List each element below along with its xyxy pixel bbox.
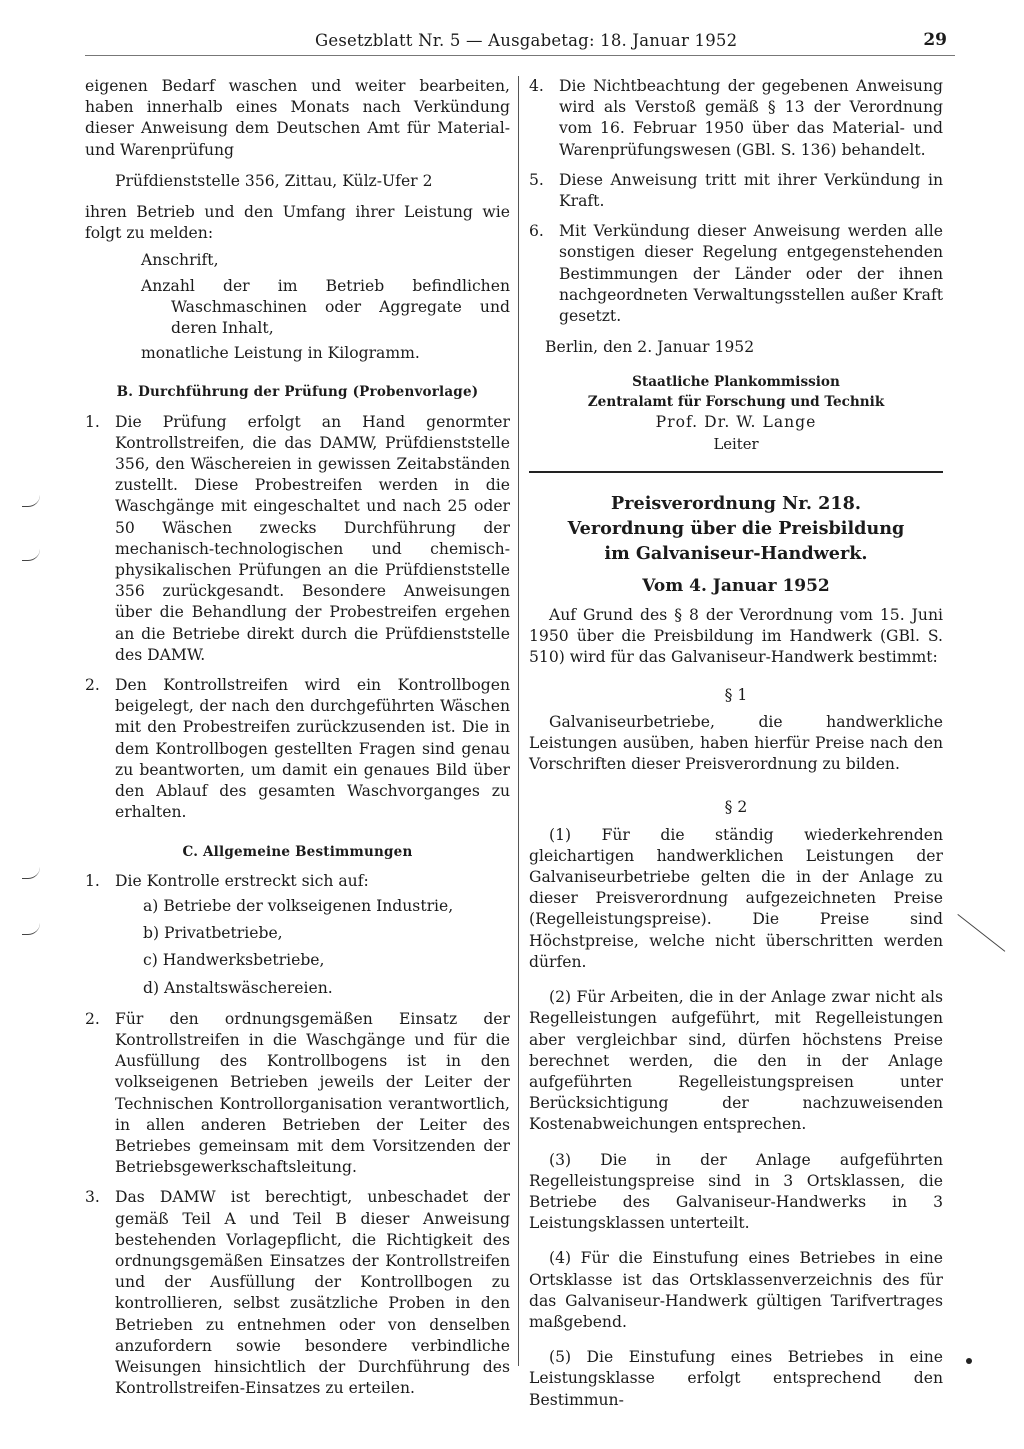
item-text: Die Kontrolle erstreckt sich auf: xyxy=(115,871,369,890)
list-item xyxy=(85,1009,510,1179)
list-item xyxy=(529,170,943,212)
margin-check-mark xyxy=(22,494,40,507)
ordinance-date: Vom 4. Januar 1952 xyxy=(642,575,830,596)
report-item: Anschrift, xyxy=(141,251,219,270)
section-2-paragraph: (5) Die Einstufung eines Betriebes in eine Leistungsklasse erfolgt entsprechend den Bestimmun- xyxy=(529,1348,943,1409)
margin-check-mark xyxy=(22,548,40,561)
list-item xyxy=(85,1187,510,1399)
margin-ink-dot xyxy=(966,1358,972,1364)
ordinance-title: Preisverordnung Nr. 218. xyxy=(611,492,861,514)
preamble: Auf Grund des § 8 der Verordnung vom 15. Juni 1950 über die Preisbildung im Handwerk (GBl. S. 510) wird für das Galvaniseur-Handwerk bestimmt: xyxy=(529,606,943,667)
sub-item: d) Anstaltswäschereien. xyxy=(143,978,333,997)
section-divider xyxy=(529,471,943,473)
item-number: 1. xyxy=(85,412,100,431)
margin-pen-stroke xyxy=(957,914,1005,952)
page-header xyxy=(85,22,955,62)
item-number: 2. xyxy=(85,676,100,695)
signature-org: Zentralamt für Forschung und Technik xyxy=(587,394,885,411)
place-date: Berlin, den 2. Januar 1952 xyxy=(545,338,755,357)
report-list xyxy=(141,250,510,364)
margin-check-mark xyxy=(22,922,40,935)
item-number: 6. xyxy=(529,222,544,241)
section-2-paragraph: (1) Für die ständig wiederkehrenden gleichartigen handwerklichen Leistungen der Galvaniseurbetriebe gelten die in der Anlage zu dieser Preisverordnung aufgezeichneten Preise (Regelleistungspreise). Die Preise sind Höchstpreise, welche nicht überschritten werden dürfen. xyxy=(529,825,943,971)
sub-item: b) Privatbetriebe, xyxy=(143,924,283,943)
report-intro: ihren Betrieb und den Umfang ihrer Leistung wie folgt zu melden: xyxy=(85,203,510,243)
item-number: 1. xyxy=(85,871,100,890)
item-number: 2. xyxy=(85,1009,100,1028)
list-item xyxy=(85,871,510,892)
item-text: Das DAMW ist berechtigt, unbeschadet der gemäß Teil A und Teil B dieser Anweisung bestehenden Vorlagepflicht, die Richtigkeit des ordnungsgemäßen Einsatzes der Kontrollstreifen und der Ausfüllung der Kontrollbogen zu kontrollieren, selbst zusätzliche Proben in den Betrieben zu entnehmen oder von denselben anzufordern sowie besondere verbindliche Weisungen hinsichtlich der Durchführung des Kontrollstreifen-Einsatzes zu erteilen. xyxy=(115,1188,510,1398)
address-line: Prüfdienststelle 356, Zittau, Külz-Ufer 2 xyxy=(115,171,433,190)
section-2-paragraph: (3) Die in der Anlage aufgeführten Regelleistungspreise sind in 3 Ortsklassen, die Betriebe des Galvaniseur-Handwerks in 3 Leistungsklassen unterteilt. xyxy=(529,1150,943,1233)
signature-name: Prof. Dr. W. Lange xyxy=(655,413,817,432)
item-text: Die Nichtbeachtung der gegebenen Anweisung wird als Verstoß gemäß § 13 der Verordnung vom 16. Februar 1950 über das Material- und Warenprüfungswesen (GBl. S. 136) behandelt. xyxy=(559,77,943,159)
item-text: Den Kontrollstreifen wird ein Kontrollbogen beigelegt, der nach den durchgeführten Wäschen mit den Probestreifen zurückzusenden ist. Die in dem Kontrollbogen gestellten Fragen sind genau zu beantworten, um damit ein genaues Bild über den Ablauf des gesamten Waschvorganges zu erhalten. xyxy=(115,676,510,822)
item-number: 4. xyxy=(529,77,544,95)
section-b-heading: B. Durchführung der Prüfung (Probenvorlage) xyxy=(116,384,479,401)
item-text: Mit Verkündung dieser Anweisung werden alle sonstigen dieser Regelung entgegenstehenden Bestimmungen der Länder oder der ihnen nachgeordneten Verwaltungsstellen außer Kraft gesetzt. xyxy=(559,222,943,326)
paragraph-sign: § 1 xyxy=(724,685,748,704)
header-rule xyxy=(85,55,955,56)
report-item: monatliche Leistung in Kilogramm. xyxy=(141,344,420,363)
section-1-text: Galvaniseurbetriebe, die handwerkliche Leistungen ausüben, haben hierfür Preise nach den Vorschriften dieser Preisverordnung zu bilden. xyxy=(529,712,943,774)
signature-role: Leiter xyxy=(713,435,759,453)
item-text: Die Prüfung erfolgt an Hand genormter Kontrollstreifen, die das DAMW, Prüfdienststelle 356, den Wäschereien in gewissen Zeitabständen zustellt. Diese Probestreifen werden in die Waschgänge mit eingeschaltet und nach 25 oder 50 Wäschen zwecks Durchführung der mechanisch-technologischen und chemisch-physikalischen Prüfungen an die Prüfdienststelle 356 zurückgesandt. Besondere Anweisungen über die Behandlung der Probestreifen ergehen an die Betriebe direkt durch die Prüfdienststelle des DAMW. xyxy=(115,412,510,664)
intro-paragraph: eigenen Bedarf waschen und weiter bearbeiten, haben innerhalb eines Monats nach Verkündung dieser Anweisung dem Deutschen Amt für Material- und Warenprüfung xyxy=(85,77,510,159)
sub-item: c) Handwerksbetriebe, xyxy=(143,951,325,970)
paragraph-sign: § 2 xyxy=(724,798,748,817)
item-text: Für den ordnungsgemäßen Einsatz der Kontrollstreifen in die Waschgänge und für die Ausfüllung des Kontrollbogens ist in den volkseigenen Betrieben jeweils der Leiter der Technischen Kontrollorganisation verantwortlich, in allen anderen Betrieben der Leiter des Betriebes gemeinsam mit dem Vorsitzenden der Betriebsgewerkschaftsleitung. xyxy=(115,1009,510,1177)
section-2-paragraph: (2) Für Arbeiten, die in der Anlage zwar nicht als Regelleistungen aufgeführt, mit Regelleistungen aber vergleichbar sind, dürfen höchstens Preise berechnet werden, die den in der Anlage aufgeführten Regelleistungspreisen unter Berücksichtigung der nachzuweisenden Kostenabweichungen entsprechen. xyxy=(529,988,943,1134)
item-number: 5. xyxy=(529,170,544,189)
item-text: Diese Anweisung tritt mit ihrer Verkündung in Kraft. xyxy=(559,170,943,211)
item-number: 3. xyxy=(85,1188,100,1207)
section-2-paragraph: (4) Für die Einstufung eines Betriebes in eine Ortsklasse ist das Ortsklassenverzeichnis des für das Galvaniseur-Handwerk gültigen Tarifvertrages maßgebend. xyxy=(529,1249,943,1331)
ordinance-title: Verordnung über die Preisbildung xyxy=(567,517,905,539)
report-item: Anzahl der im Betrieb befindlichen Waschmaschinen oder Aggregate und deren Inhalt, xyxy=(141,276,510,338)
list-item xyxy=(529,76,943,161)
page-number: 29 xyxy=(923,30,947,50)
gazette-title: Gesetzblatt Nr. 5 — Ausgabetag: 18. Januar 1952 xyxy=(315,31,738,50)
sub-item: a) Betriebe der volkseigenen Industrie, xyxy=(143,896,454,915)
list-item xyxy=(85,412,510,666)
ordinance-title: im Galvaniseur-Handwerk. xyxy=(604,542,868,564)
column-divider xyxy=(518,76,519,1366)
margin-check-mark xyxy=(22,866,40,879)
left-column xyxy=(85,76,510,1408)
list-item xyxy=(85,675,510,823)
right-column xyxy=(529,76,943,1411)
signature-block xyxy=(529,372,943,454)
section-c-heading: C. Allgemeine Bestimmungen xyxy=(182,843,413,860)
signature-org: Staatliche Plankommission xyxy=(632,374,840,391)
list-item xyxy=(529,221,943,327)
